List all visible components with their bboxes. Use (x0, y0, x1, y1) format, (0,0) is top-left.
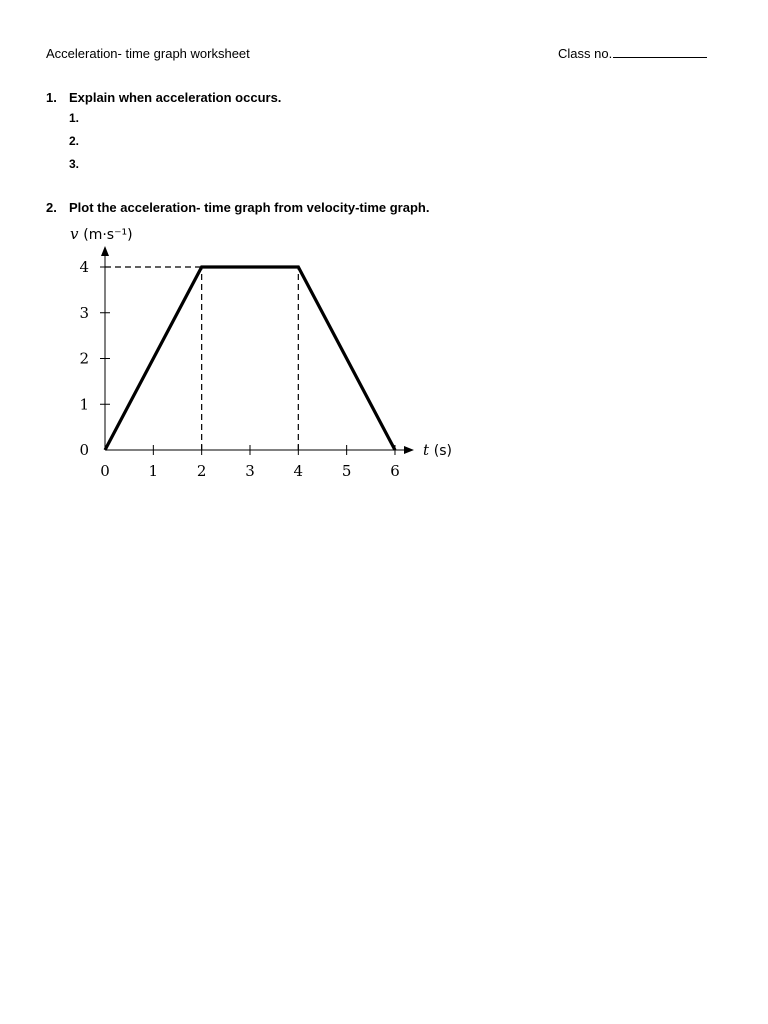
y-tick-label-3: 3 (79, 303, 89, 322)
question-1-answer-2: 2. (69, 134, 80, 148)
x-tick-label-6: 6 (390, 462, 400, 480)
class-number-label: Class no. (558, 46, 613, 61)
question-1-number: 1. (46, 90, 57, 105)
x-tick-label-4: 4 (293, 462, 304, 480)
question-2-number: 2. (46, 200, 57, 215)
y-tick-label-4: 4 (79, 258, 89, 276)
x-tick-label-1: 1 (148, 462, 159, 480)
y-tick-label-1: 1 (79, 395, 89, 414)
y-axis-label: v (m·s⁻¹) (70, 225, 133, 243)
class-number-blank-line (613, 57, 707, 58)
class-number-field (558, 46, 707, 61)
question-1 (46, 90, 281, 105)
question-2 (46, 200, 429, 215)
x-tick-label-0: 0 (100, 462, 110, 480)
velocity-time-graph (60, 222, 460, 487)
question-1-answer-3: 3. (69, 157, 80, 171)
x-tick-label-3: 3 (245, 462, 255, 480)
x-tick-label-2: 2 (196, 462, 207, 480)
worksheet-title: Acceleration- time graph worksheet (46, 46, 250, 61)
question-1-answer-1: 1. (69, 111, 80, 125)
series-line-0 (105, 267, 395, 450)
y-tick-label-0: 0 (79, 441, 89, 459)
question-1-text: Explain when acceleration occurs. (69, 90, 282, 105)
x-tick-label-5: 5 (341, 462, 352, 480)
question-2-text: Plot the acceleration- time graph from velocity-time graph. (69, 200, 430, 215)
x-axis-label: t (s) (422, 441, 452, 459)
y-tick-label-2: 2 (79, 349, 89, 368)
